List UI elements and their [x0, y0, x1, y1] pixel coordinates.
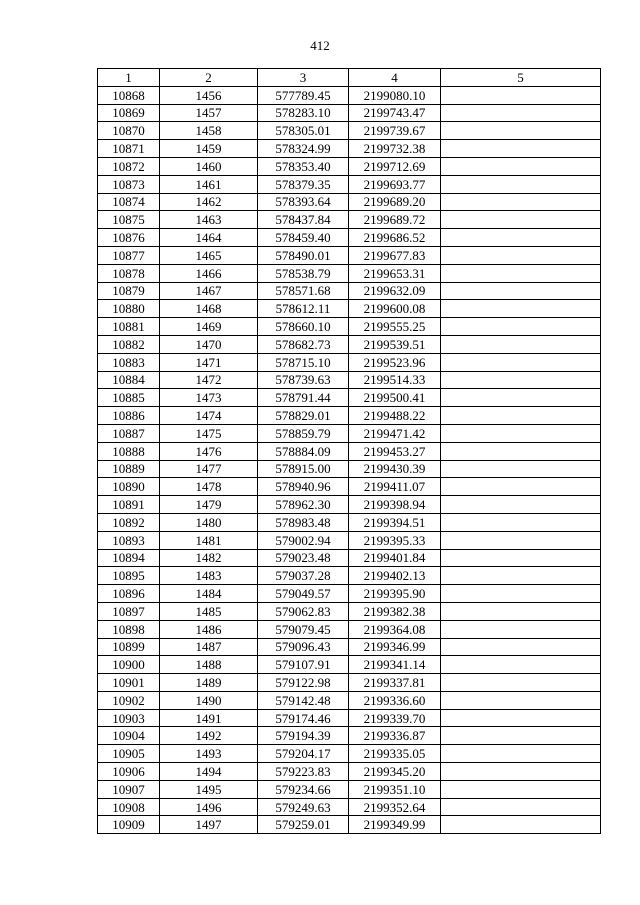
table-row [98, 407, 601, 425]
table-cell-col-3: 578739.63 [258, 371, 349, 389]
table-row [98, 763, 601, 781]
table-cell-col-3: 578538.79 [258, 264, 349, 282]
table-cell-col-4: 2199677.83 [349, 246, 441, 264]
table-row [98, 656, 601, 674]
table-row [98, 549, 601, 567]
table-cell-col-4: 2199349.99 [349, 816, 441, 834]
table-cell-col-2: 1472 [160, 371, 258, 389]
column-header-3: 3 [258, 69, 349, 87]
table-cell-col-3: 579096.43 [258, 638, 349, 656]
table-cell-col-2: 1458 [160, 122, 258, 140]
table-cell-col-2: 1485 [160, 602, 258, 620]
table-cell-col-2: 1495 [160, 780, 258, 798]
table-cell-col-4: 2199402.13 [349, 567, 441, 585]
table-cell-col-3: 578791.44 [258, 389, 349, 407]
table-cell-col-2: 1483 [160, 567, 258, 585]
table-cell-col-2: 1466 [160, 264, 258, 282]
table-row [98, 229, 601, 247]
table-cell-col-3: 578459.40 [258, 229, 349, 247]
table-row [98, 745, 601, 763]
table-cell-col-5 [441, 335, 601, 353]
table-cell-col-2: 1492 [160, 727, 258, 745]
table-cell-col-3: 579204.17 [258, 745, 349, 763]
table-cell-col-5 [441, 175, 601, 193]
table-row [98, 460, 601, 478]
table-cell-col-3: 577789.45 [258, 86, 349, 104]
table-cell-col-2: 1484 [160, 585, 258, 603]
table-row [98, 691, 601, 709]
table-cell-col-1: 10879 [98, 282, 160, 300]
table-cell-col-5 [441, 353, 601, 371]
table-cell-col-3: 578682.73 [258, 335, 349, 353]
table-cell-col-1: 10893 [98, 531, 160, 549]
table-cell-col-4: 2199600.08 [349, 300, 441, 318]
table-cell-col-2: 1469 [160, 318, 258, 336]
table-cell-col-4: 2199337.81 [349, 674, 441, 692]
table-cell-col-2: 1470 [160, 335, 258, 353]
table-row [98, 282, 601, 300]
table-row [98, 86, 601, 104]
table-cell-col-5 [441, 798, 601, 816]
table-cell-col-4: 2199686.52 [349, 229, 441, 247]
table-cell-col-5 [441, 282, 601, 300]
table-cell-col-1: 10874 [98, 193, 160, 211]
table-row [98, 389, 601, 407]
table-row [98, 424, 601, 442]
table-row [98, 246, 601, 264]
table-row [98, 140, 601, 158]
table-cell-col-5 [441, 602, 601, 620]
table-row [98, 567, 601, 585]
page-number: 412 [310, 38, 330, 53]
table-body [98, 86, 601, 833]
table-cell-col-3: 578884.09 [258, 442, 349, 460]
table-cell-col-4: 2199430.39 [349, 460, 441, 478]
table-cell-col-2: 1481 [160, 531, 258, 549]
table-row [98, 496, 601, 514]
table-cell-col-2: 1468 [160, 300, 258, 318]
table-cell-col-1: 10908 [98, 798, 160, 816]
table-row [98, 104, 601, 122]
table-cell-col-2: 1488 [160, 656, 258, 674]
table-cell-col-1: 10887 [98, 424, 160, 442]
table-cell-col-1: 10868 [98, 86, 160, 104]
table-cell-col-3: 578305.01 [258, 122, 349, 140]
table-row [98, 175, 601, 193]
table-cell-col-1: 10902 [98, 691, 160, 709]
table-cell-col-1: 10869 [98, 104, 160, 122]
table-cell-col-1: 10901 [98, 674, 160, 692]
table-cell-col-2: 1462 [160, 193, 258, 211]
table-cell-col-2: 1493 [160, 745, 258, 763]
table-cell-col-1: 10888 [98, 442, 160, 460]
table-cell-col-3: 579142.48 [258, 691, 349, 709]
table-cell-col-5 [441, 264, 601, 282]
table-cell-col-5 [441, 638, 601, 656]
table-cell-col-1: 10900 [98, 656, 160, 674]
table-cell-col-1: 10885 [98, 389, 160, 407]
table-cell-col-5 [441, 709, 601, 727]
table-cell-col-1: 10909 [98, 816, 160, 834]
table-cell-col-1: 10897 [98, 602, 160, 620]
table-cell-col-5 [441, 513, 601, 531]
table-cell-col-5 [441, 193, 601, 211]
table-row [98, 442, 601, 460]
table-cell-col-4: 2199411.07 [349, 478, 441, 496]
table-cell-col-5 [441, 407, 601, 425]
table-cell-col-1: 10881 [98, 318, 160, 336]
table-cell-col-4: 2199500.41 [349, 389, 441, 407]
table-cell-col-2: 1489 [160, 674, 258, 692]
table-cell-col-1: 10905 [98, 745, 160, 763]
table-cell-col-4: 2199398.94 [349, 496, 441, 514]
table-cell-col-5 [441, 585, 601, 603]
table-cell-col-5 [441, 478, 601, 496]
table-cell-col-5 [441, 229, 601, 247]
table-row [98, 478, 601, 496]
table-cell-col-4: 2199523.96 [349, 353, 441, 371]
table-cell-col-2: 1477 [160, 460, 258, 478]
table-cell-col-4: 2199351.10 [349, 780, 441, 798]
table-row [98, 816, 601, 834]
table-row [98, 264, 601, 282]
table-cell-col-3: 578283.10 [258, 104, 349, 122]
table-cell-col-3: 579023.48 [258, 549, 349, 567]
table-cell-col-2: 1496 [160, 798, 258, 816]
table-cell-col-4: 2199743.47 [349, 104, 441, 122]
table-row [98, 531, 601, 549]
table-cell-col-4: 2199339.70 [349, 709, 441, 727]
table-row [98, 727, 601, 745]
table-cell-col-4: 2199732.38 [349, 140, 441, 158]
table-cell-col-1: 10871 [98, 140, 160, 158]
table-row [98, 300, 601, 318]
table-cell-col-3: 578940.96 [258, 478, 349, 496]
table-cell-col-4: 2199382.38 [349, 602, 441, 620]
table-row [98, 602, 601, 620]
table-cell-col-5 [441, 727, 601, 745]
table-cell-col-2: 1482 [160, 549, 258, 567]
table-cell-col-5 [441, 674, 601, 692]
table-row [98, 798, 601, 816]
table-cell-col-3: 579062.83 [258, 602, 349, 620]
table-row [98, 353, 601, 371]
table-cell-col-2: 1463 [160, 211, 258, 229]
table-cell-col-1: 10906 [98, 763, 160, 781]
table-row [98, 674, 601, 692]
table-cell-col-3: 579194.39 [258, 727, 349, 745]
table-cell-col-1: 10886 [98, 407, 160, 425]
table-cell-col-5 [441, 620, 601, 638]
table-cell-col-2: 1476 [160, 442, 258, 460]
table-row [98, 638, 601, 656]
table-cell-col-5 [441, 318, 601, 336]
table-cell-col-1: 10892 [98, 513, 160, 531]
table-cell-col-2: 1465 [160, 246, 258, 264]
table-cell-col-1: 10872 [98, 157, 160, 175]
table-row [98, 157, 601, 175]
coordinates-table [97, 68, 601, 834]
column-header-5: 5 [441, 69, 601, 87]
table-row [98, 211, 601, 229]
table-cell-col-5 [441, 691, 601, 709]
table-cell-col-3: 579249.63 [258, 798, 349, 816]
table-cell-col-1: 10896 [98, 585, 160, 603]
table-cell-col-3: 578829.01 [258, 407, 349, 425]
table-cell-col-5 [441, 300, 601, 318]
table-cell-col-5 [441, 442, 601, 460]
table-cell-col-3: 578353.40 [258, 157, 349, 175]
table-cell-col-4: 2199395.33 [349, 531, 441, 549]
table-cell-col-3: 578490.01 [258, 246, 349, 264]
table-cell-col-2: 1478 [160, 478, 258, 496]
table-cell-col-3: 578859.79 [258, 424, 349, 442]
table-cell-col-4: 2199352.64 [349, 798, 441, 816]
table-row [98, 513, 601, 531]
table-row [98, 193, 601, 211]
table-cell-col-5 [441, 371, 601, 389]
table-cell-col-3: 579259.01 [258, 816, 349, 834]
table-cell-col-4: 2199514.33 [349, 371, 441, 389]
table-cell-col-1: 10878 [98, 264, 160, 282]
table-cell-col-2: 1497 [160, 816, 258, 834]
table-cell-col-3: 578379.35 [258, 175, 349, 193]
table-cell-col-3: 579079.45 [258, 620, 349, 638]
table-cell-col-2: 1456 [160, 86, 258, 104]
table-cell-col-4: 2199336.87 [349, 727, 441, 745]
table-cell-col-4: 2199080.10 [349, 86, 441, 104]
table-cell-col-1: 10876 [98, 229, 160, 247]
table-row [98, 620, 601, 638]
table-cell-col-1: 10894 [98, 549, 160, 567]
column-header-1: 1 [98, 69, 160, 87]
table-cell-col-1: 10873 [98, 175, 160, 193]
table-cell-col-2: 1487 [160, 638, 258, 656]
table-cell-col-4: 2199653.31 [349, 264, 441, 282]
table-cell-col-4: 2199689.72 [349, 211, 441, 229]
table-cell-col-1: 10891 [98, 496, 160, 514]
table-cell-col-1: 10884 [98, 371, 160, 389]
table-cell-col-5 [441, 763, 601, 781]
table-cell-col-4: 2199394.51 [349, 513, 441, 531]
table-cell-col-5 [441, 745, 601, 763]
table-cell-col-3: 578324.99 [258, 140, 349, 158]
table-cell-col-5 [441, 424, 601, 442]
table-cell-col-3: 578437.84 [258, 211, 349, 229]
table-cell-col-4: 2199739.67 [349, 122, 441, 140]
table-cell-col-3: 578660.10 [258, 318, 349, 336]
table-cell-col-1: 10875 [98, 211, 160, 229]
table-cell-col-5 [441, 531, 601, 549]
table-cell-col-5 [441, 246, 601, 264]
table-cell-col-1: 10877 [98, 246, 160, 264]
table-cell-col-3: 578962.30 [258, 496, 349, 514]
table-row [98, 335, 601, 353]
table-cell-col-4: 2199693.77 [349, 175, 441, 193]
table-cell-col-3: 578983.48 [258, 513, 349, 531]
table-cell-col-4: 2199712.69 [349, 157, 441, 175]
table-cell-col-1: 10880 [98, 300, 160, 318]
table-cell-col-1: 10903 [98, 709, 160, 727]
table-cell-col-5 [441, 567, 601, 585]
table-cell-col-2: 1460 [160, 157, 258, 175]
table-cell-col-5 [441, 780, 601, 798]
table-cell-col-4: 2199364.08 [349, 620, 441, 638]
table-cell-col-2: 1491 [160, 709, 258, 727]
table-cell-col-5 [441, 460, 601, 478]
table-cell-col-2: 1467 [160, 282, 258, 300]
table-cell-col-5 [441, 211, 601, 229]
table-cell-col-5 [441, 140, 601, 158]
table-cell-col-5 [441, 122, 601, 140]
table-cell-col-4: 2199395.90 [349, 585, 441, 603]
table-row [98, 318, 601, 336]
table-cell-col-4: 2199335.05 [349, 745, 441, 763]
table-cell-col-2: 1494 [160, 763, 258, 781]
table-cell-col-4: 2199345.20 [349, 763, 441, 781]
table-cell-col-3: 578715.10 [258, 353, 349, 371]
table-cell-col-1: 10907 [98, 780, 160, 798]
column-header-2: 2 [160, 69, 258, 87]
table-cell-col-2: 1479 [160, 496, 258, 514]
table-cell-col-2: 1457 [160, 104, 258, 122]
table-cell-col-2: 1461 [160, 175, 258, 193]
table-cell-col-1: 10898 [98, 620, 160, 638]
table-row [98, 371, 601, 389]
table-cell-col-3: 579049.57 [258, 585, 349, 603]
table-cell-col-4: 2199689.20 [349, 193, 441, 211]
table-cell-col-2: 1471 [160, 353, 258, 371]
table-cell-col-2: 1486 [160, 620, 258, 638]
table-row [98, 585, 601, 603]
table-cell-col-4: 2199632.09 [349, 282, 441, 300]
table-cell-col-2: 1474 [160, 407, 258, 425]
table-cell-col-5 [441, 86, 601, 104]
table-cell-col-3: 579037.28 [258, 567, 349, 585]
table-cell-col-4: 2199346.99 [349, 638, 441, 656]
table-cell-col-2: 1464 [160, 229, 258, 247]
table-cell-col-1: 10899 [98, 638, 160, 656]
table-cell-col-2: 1490 [160, 691, 258, 709]
table-cell-col-4: 2199539.51 [349, 335, 441, 353]
table-cell-col-1: 10882 [98, 335, 160, 353]
table-cell-col-3: 579223.83 [258, 763, 349, 781]
table-cell-col-4: 2199488.22 [349, 407, 441, 425]
table-cell-col-1: 10883 [98, 353, 160, 371]
table-cell-col-5 [441, 496, 601, 514]
table-cell-col-1: 10904 [98, 727, 160, 745]
table-cell-col-3: 578612.11 [258, 300, 349, 318]
table-cell-col-5 [441, 389, 601, 407]
table-cell-col-4: 2199341.14 [349, 656, 441, 674]
table-cell-col-2: 1473 [160, 389, 258, 407]
table-cell-col-2: 1459 [160, 140, 258, 158]
table-cell-col-4: 2199453.27 [349, 442, 441, 460]
table-cell-col-2: 1475 [160, 424, 258, 442]
table-cell-col-1: 10890 [98, 478, 160, 496]
table-cell-col-3: 579122.98 [258, 674, 349, 692]
table-cell-col-3: 579107.91 [258, 656, 349, 674]
table-cell-col-5 [441, 157, 601, 175]
table-cell-col-5 [441, 656, 601, 674]
table-cell-col-3: 578571.68 [258, 282, 349, 300]
table-cell-col-5 [441, 104, 601, 122]
table-cell-col-3: 579002.94 [258, 531, 349, 549]
table-row [98, 780, 601, 798]
table-cell-col-1: 10889 [98, 460, 160, 478]
table-cell-col-3: 578915.00 [258, 460, 349, 478]
table-row [98, 709, 601, 727]
table-cell-col-3: 579234.66 [258, 780, 349, 798]
table-cell-col-3: 579174.46 [258, 709, 349, 727]
table-header-row [98, 69, 601, 87]
table-cell-col-1: 10870 [98, 122, 160, 140]
table-cell-col-2: 1480 [160, 513, 258, 531]
table-cell-col-4: 2199471.42 [349, 424, 441, 442]
table-cell-col-3: 578393.64 [258, 193, 349, 211]
table-cell-col-5 [441, 549, 601, 567]
table-row [98, 122, 601, 140]
table-cell-col-5 [441, 816, 601, 834]
table-cell-col-1: 10895 [98, 567, 160, 585]
column-header-4: 4 [349, 69, 441, 87]
table-cell-col-4: 2199555.25 [349, 318, 441, 336]
table-cell-col-4: 2199336.60 [349, 691, 441, 709]
table-cell-col-4: 2199401.84 [349, 549, 441, 567]
